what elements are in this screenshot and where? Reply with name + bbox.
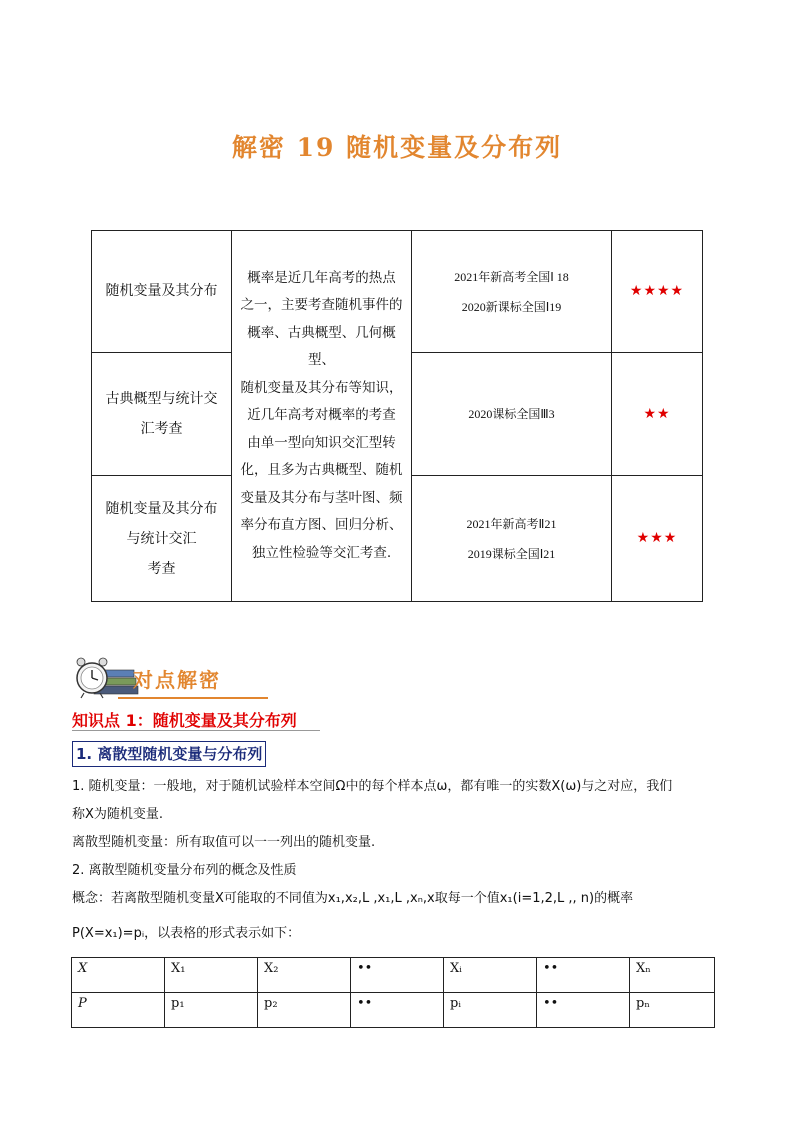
topic-line: 随机变量及其分布 xyxy=(105,500,218,517)
topic-line: 汇考查 xyxy=(140,421,183,437)
table-cell: P xyxy=(72,993,165,1028)
exam-line: 2019课标全国Ⅰ21 xyxy=(467,546,556,561)
desc-line: 率分布直方图、回归分析、 xyxy=(240,517,403,534)
exam-line: 2021年新高考Ⅱ21 xyxy=(466,516,557,531)
difficulty-stars: ★★★★ xyxy=(612,231,703,353)
table-cell: X₂ xyxy=(258,958,351,993)
desc-line: 随机变量及其分布等知识， xyxy=(240,379,403,396)
exam-line: 2020课标全国Ⅲ3 xyxy=(468,407,555,421)
table-cell: p₁ xyxy=(165,993,258,1028)
table-row xyxy=(72,993,715,1028)
topic-cell xyxy=(92,353,232,476)
paragraph: 称X为随机变量. xyxy=(72,807,164,822)
page-title: 解密 19 随机变量及分布列 xyxy=(231,133,563,162)
table-cell: X₁ xyxy=(165,958,258,993)
subheading: 1. 离散型随机变量与分布列 xyxy=(72,741,266,767)
difficulty-stars: ★★ xyxy=(612,353,703,476)
table-cell: pₙ xyxy=(630,993,715,1028)
exam-line: 2021年新高考全国Ⅰ 18 xyxy=(454,269,569,284)
topic-line: 古典概型与统计交 xyxy=(105,391,218,407)
desc-line: 概率、古典概型、几何概型、 xyxy=(247,324,396,369)
table-cell: Xᵢ xyxy=(444,958,537,993)
desc-line: 之一，主要考查随机事件的 xyxy=(240,297,403,314)
desc-line: 概率是近几年高考的热点 xyxy=(247,269,396,286)
exam-cell xyxy=(412,231,612,353)
overview-table xyxy=(91,230,703,602)
topic-line: 随机变量及其分布 xyxy=(105,283,218,299)
paragraph: P(X=x₁)=pᵢ，以表格的形式表示如下： xyxy=(72,926,301,941)
topic-line: 与统计交汇 xyxy=(126,530,197,547)
desc-line: 化，且多为古典概型、随机 xyxy=(240,462,403,479)
desc-line: 由单一型向知识交汇型转 xyxy=(247,434,396,451)
paragraph: 2. 离散型随机变量分布列的概念及性质 xyxy=(72,863,297,878)
table-cell: pᵢ xyxy=(444,993,537,1028)
desc-line: 近几年高考对概率的考查 xyxy=(247,407,396,424)
section-banner: 对点解密 xyxy=(133,668,221,692)
table-cell: p₂ xyxy=(258,993,351,1028)
knowledge-point-divider xyxy=(72,730,320,731)
desc-line: 变量及其分布与茎叶图、频 xyxy=(240,489,403,506)
distribution-table xyxy=(71,957,715,1028)
paragraph: 概念：若离散型随机变量X可能取的不同值为x₁,x₂,L ,x₁,L ,xₙ,x取每一个值x₁(i=1,2,L ,, n)的概率 xyxy=(72,891,634,906)
table-cell: •• xyxy=(351,993,444,1028)
topic-cell xyxy=(92,476,232,602)
description-cell xyxy=(232,231,412,602)
table-cell: Xₙ xyxy=(630,958,715,993)
exam-line: 2020新课标全国Ⅰ19 xyxy=(461,299,562,314)
paragraph: 离散型随机变量：所有取值可以一一列出的随机变量. xyxy=(72,835,376,850)
knowledge-point-heading: 知识点 1：随机变量及其分布列 xyxy=(72,711,297,730)
table-cell: •• xyxy=(537,993,630,1028)
difficulty-stars: ★★★ xyxy=(612,476,703,602)
paragraph: 1. 随机变量：一般地，对于随机试验样本空间Ω中的每个样本点ω，都有唯一的实数X(ω)与之对应，我们 xyxy=(72,779,673,794)
desc-line: 独立性检验等交汇考查. xyxy=(251,544,392,561)
exam-cell xyxy=(412,353,612,476)
topic-cell xyxy=(92,231,232,353)
topic-line: 考查 xyxy=(147,560,176,577)
exam-cell xyxy=(412,476,612,602)
banner-divider xyxy=(118,697,268,699)
table-row xyxy=(92,231,703,353)
table-row xyxy=(72,958,715,993)
table-cell: •• xyxy=(537,958,630,993)
table-cell: X xyxy=(72,958,165,993)
table-cell: •• xyxy=(351,958,444,993)
